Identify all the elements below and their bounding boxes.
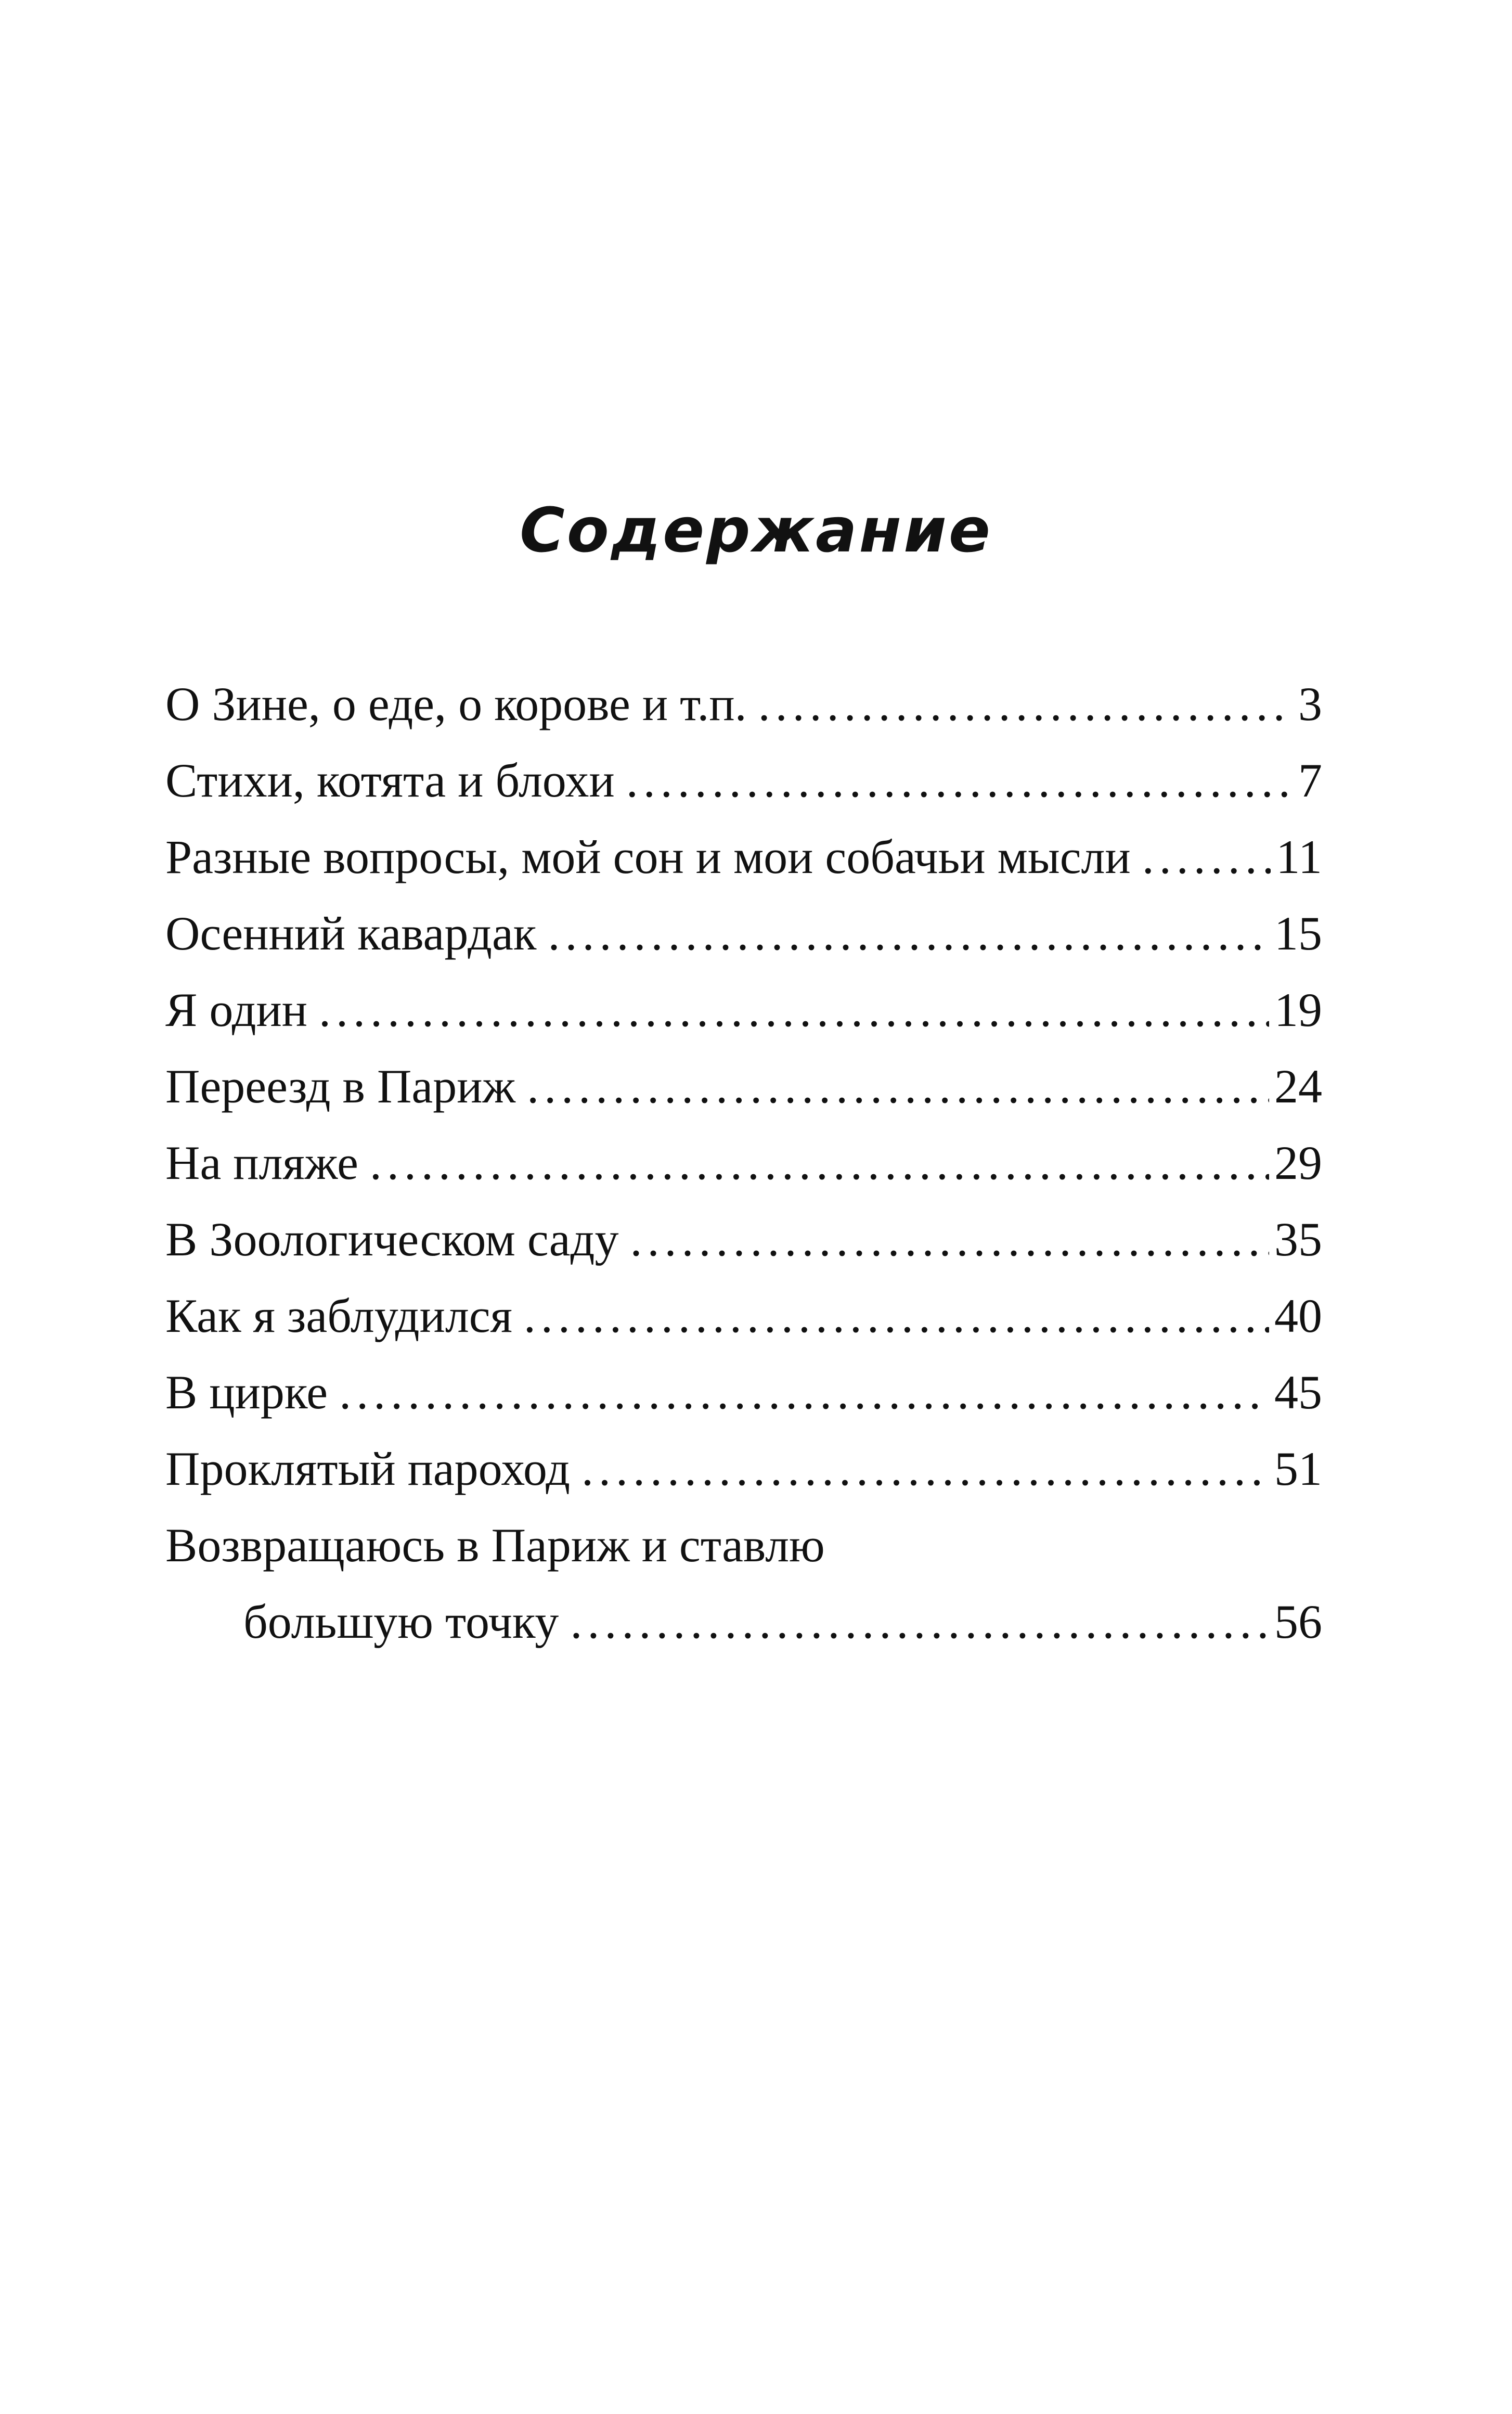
dot-leader xyxy=(758,666,1293,742)
toc-entry xyxy=(165,1431,1322,1507)
toc-entry-title: На пляже xyxy=(165,1136,358,1189)
toc-page-number: 19 xyxy=(1274,983,1322,1036)
dot-leader xyxy=(581,1431,1269,1507)
dot-leader xyxy=(527,1048,1269,1125)
toc-page-number: 35 xyxy=(1274,1213,1322,1266)
dot-leader xyxy=(370,1125,1269,1201)
toc-page-number: 45 xyxy=(1274,1366,1322,1419)
dot-leader xyxy=(626,742,1293,819)
toc-entry xyxy=(165,1354,1322,1431)
table-of-contents xyxy=(165,666,1322,1660)
toc-entry xyxy=(165,1201,1322,1278)
dot-leader xyxy=(319,972,1269,1048)
toc-entry-multiline-first xyxy=(165,1507,1322,1584)
toc-entry xyxy=(165,1125,1322,1201)
dot-leader xyxy=(548,895,1270,972)
toc-entry-title: В цирке xyxy=(165,1366,328,1419)
toc-entry-title: Осенний кавардак xyxy=(165,907,537,960)
toc-entry-title: О Зине, о еде, о корове и т.п. xyxy=(165,677,747,730)
toc-entry xyxy=(165,1278,1322,1354)
page-title: Содержание xyxy=(520,494,992,566)
toc-page-number: 7 xyxy=(1298,754,1322,807)
toc-page-number: 11 xyxy=(1276,830,1322,883)
toc-entry xyxy=(165,819,1322,895)
toc-entry xyxy=(165,1048,1322,1125)
toc-entry-title: Разные вопросы, мой сон и мои собачьи мысли xyxy=(165,830,1131,883)
dot-leader xyxy=(524,1278,1269,1354)
toc-entry-title: В Зоологическом саду xyxy=(165,1213,619,1266)
dot-leader xyxy=(570,1584,1269,1660)
toc-page-number: 15 xyxy=(1274,907,1322,960)
toc-page-number: 56 xyxy=(1274,1595,1322,1648)
toc-entry-title: Стихи, котята и блохи xyxy=(165,754,615,807)
toc-entry-title: Как я заблудился xyxy=(165,1289,512,1342)
toc-entry-multiline-continuation xyxy=(165,1584,1322,1660)
toc-page-number: 29 xyxy=(1274,1136,1322,1189)
toc-entry-title: Проклятый пароход xyxy=(165,1442,571,1495)
toc-entry-title: Возвращаюсь в Париж и ставлю xyxy=(165,1519,825,1572)
toc-entry-title: Я один xyxy=(165,983,307,1036)
toc-entry xyxy=(165,742,1322,819)
toc-page-number: 24 xyxy=(1274,1060,1322,1113)
toc-entry-title: Переезд в Париж xyxy=(165,1060,516,1113)
toc-entry xyxy=(165,972,1322,1048)
toc-page-number: 51 xyxy=(1274,1442,1322,1495)
toc-entry-title-continuation: большую точку xyxy=(243,1595,559,1648)
toc-entry xyxy=(165,666,1322,742)
dot-leader xyxy=(630,1201,1269,1278)
dot-leader xyxy=(339,1354,1269,1431)
toc-entry xyxy=(165,895,1322,972)
toc-page-number: 40 xyxy=(1274,1289,1322,1342)
dot-leader xyxy=(1142,819,1271,895)
toc-page-number: 3 xyxy=(1298,677,1322,730)
